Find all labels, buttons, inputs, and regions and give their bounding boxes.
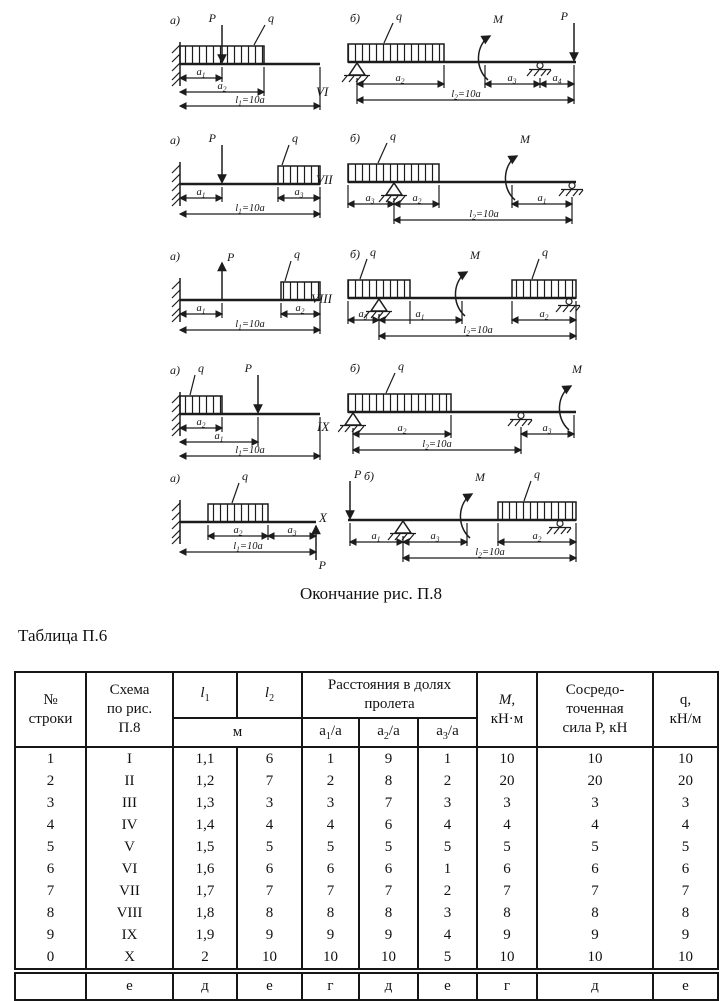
table-row — [15, 880, 718, 902]
table-cell: 7 — [302, 880, 359, 902]
svg-text:a1: $a_1$ — [415, 309, 425, 322]
load-leader — [360, 259, 367, 279]
table-cell: 4 — [15, 814, 86, 836]
table-cell: 20 — [653, 770, 718, 792]
table-cell: 3 — [477, 792, 537, 814]
table-row — [15, 770, 718, 792]
dimension-line-span — [379, 325, 576, 338]
table-cell: 1,2 — [173, 770, 237, 792]
pin-support-icon — [338, 413, 366, 432]
table-cell: 10 — [302, 946, 359, 971]
table-cell: 4 — [418, 924, 477, 946]
table-cell: 7 — [359, 792, 418, 814]
moment-arrow-icon — [478, 12, 504, 80]
table-cell: 10 — [537, 946, 653, 971]
pin-support-icon — [342, 63, 370, 82]
svg-text:a2: $a_2$ — [295, 303, 305, 316]
svg-text:a1: $a_1$ — [196, 303, 206, 316]
table-cell: 5 — [418, 836, 477, 858]
svg-text:a1: $a_1$ — [214, 431, 224, 444]
fixed-wall-icon — [172, 500, 180, 544]
force-label: P — [318, 558, 326, 572]
svg-text:M: M — [493, 12, 503, 26]
dimension-line-span — [180, 541, 316, 554]
table-cell: 5 — [418, 946, 477, 971]
svg-text:a2: $a_2$ — [532, 531, 542, 544]
dimension-line — [180, 81, 264, 94]
table-cell: д — [359, 971, 418, 1000]
svg-text:l2=10a: $l_2=10a$ — [422, 439, 452, 452]
table-cell: III — [86, 792, 173, 814]
roller-support-icon — [547, 521, 571, 535]
beam-diagram-ix-a — [168, 362, 328, 466]
moment-arrow-icon — [455, 248, 481, 316]
table-cell: 9 — [477, 924, 537, 946]
table-cell: 3 — [418, 902, 477, 924]
table-cell: 2 — [15, 770, 86, 792]
svg-text:l1=10a: $l_1=10a$ — [235, 95, 265, 108]
table-cell: 8 — [537, 902, 653, 924]
svg-text:a2: $a_2$ — [217, 81, 227, 94]
panel-label: а) — [170, 363, 180, 377]
table-cell: г — [302, 971, 359, 1000]
distributed-load — [208, 504, 268, 522]
svg-text:a2: $a_2$ — [539, 309, 549, 322]
beam-diagram-x-a — [168, 470, 328, 574]
svg-text:a3: $a_3$ — [542, 423, 552, 436]
table-cell: 7 — [237, 770, 302, 792]
table-cell: 1,8 — [173, 902, 237, 924]
dimension-line-span — [180, 445, 320, 458]
table-cell: 1,7 — [173, 880, 237, 902]
col-subheader-a3: $a_3/a$ — [418, 718, 477, 747]
table-cell: X — [86, 946, 173, 971]
table-cell: 1,5 — [173, 836, 237, 858]
panel-label: б) — [350, 361, 361, 375]
table-row — [15, 814, 718, 836]
load-label: q — [542, 246, 548, 259]
svg-text:a2: $a_2$ — [412, 193, 422, 206]
dimension-line-span — [357, 89, 574, 102]
table-cell: 1,6 — [173, 858, 237, 880]
table-cell: 10 — [359, 946, 418, 971]
col-header-l1: $l_1$ — [173, 672, 237, 718]
table-cell: 5 — [302, 836, 359, 858]
pin-support-icon — [379, 183, 407, 202]
table-cell: 1 — [302, 747, 359, 770]
table-row — [15, 858, 718, 880]
panel-label: а) — [170, 471, 180, 485]
load-leader — [524, 481, 531, 501]
svg-text:a3: $a_3$ — [430, 531, 440, 544]
table-row — [15, 902, 718, 924]
load-leader — [378, 143, 387, 163]
distributed-load — [498, 502, 576, 520]
table-cell: 3 — [653, 792, 718, 814]
load-leader — [254, 25, 265, 45]
svg-text:a3: $a_3$ — [365, 193, 375, 206]
table-letters-row — [15, 971, 718, 1000]
table-cell: 2 — [173, 946, 237, 971]
svg-text:l1=10a: $l_1=10a$ — [235, 445, 265, 458]
roller-support-icon — [527, 63, 551, 77]
table-cell: 3 — [302, 792, 359, 814]
load-label: q — [396, 10, 402, 23]
table-cell: 4 — [302, 814, 359, 836]
table-body — [15, 747, 718, 971]
table-cell: 20 — [537, 770, 653, 792]
table-cell: 5 — [537, 836, 653, 858]
svg-text:a1: $a_1$ — [537, 193, 547, 206]
table-cell: 6 — [15, 858, 86, 880]
table-cell: 4 — [418, 814, 477, 836]
load-leader — [232, 483, 239, 503]
table-row — [15, 924, 718, 946]
table-cell: 10 — [653, 946, 718, 971]
fixed-wall-icon — [172, 162, 180, 206]
panel-label: б) — [350, 11, 361, 25]
col-header-l2: $l_2$ — [237, 672, 302, 718]
load-leader — [386, 373, 395, 393]
table-cell: VI — [86, 858, 173, 880]
svg-text:a1: $a_1$ — [371, 531, 381, 544]
svg-text:a3: $a_3$ — [294, 187, 304, 200]
load-label: q — [268, 12, 274, 25]
table-cell: 3 — [537, 792, 653, 814]
force-label: P — [244, 362, 252, 375]
table-cell: 2 — [418, 880, 477, 902]
table-cell: 1,4 — [173, 814, 237, 836]
table-cell: IX — [86, 924, 173, 946]
table-cell: 6 — [653, 858, 718, 880]
roller-support-icon — [559, 183, 583, 197]
table-cell: 10 — [237, 946, 302, 971]
col-subheader-a2: $a_2/a$ — [359, 718, 418, 747]
force-label: P — [560, 10, 568, 23]
scheme-numeral-viii: VIII — [311, 291, 332, 306]
distributed-load — [348, 44, 444, 62]
table-cell: 6 — [237, 858, 302, 880]
table-row — [15, 971, 718, 1000]
svg-text:M: M — [520, 132, 530, 146]
table-cell: 1,3 — [173, 792, 237, 814]
dimension-line — [180, 417, 222, 430]
table-cell: 3 — [237, 792, 302, 814]
dimension-line — [521, 423, 574, 436]
table-cell: 5 — [15, 836, 86, 858]
dimension-line — [540, 73, 574, 86]
distributed-load — [278, 166, 320, 184]
table-cell: е — [418, 971, 477, 1000]
panel-label: б) — [350, 247, 361, 261]
table-cell: 3 — [15, 792, 86, 814]
svg-text:l2=10a: $l_2=10a$ — [469, 209, 499, 222]
table-cell: 4 — [237, 814, 302, 836]
table-cell: 9 — [537, 924, 653, 946]
panel-label: а) — [170, 13, 180, 27]
svg-text:a2: $a_2$ — [196, 417, 206, 430]
table-cell: 10 — [537, 747, 653, 770]
svg-text:a4: $a_4$ — [552, 73, 562, 86]
table-cell: 9 — [359, 924, 418, 946]
beam-diagram-vii-b — [338, 130, 586, 230]
table-cell: д — [173, 971, 237, 1000]
table-cell: 7 — [653, 880, 718, 902]
table-cell: 0 — [15, 946, 86, 971]
svg-text:M: M — [470, 248, 480, 262]
force-label: P — [227, 250, 235, 264]
table-cell: 8 — [477, 902, 537, 924]
table-cell: 6 — [537, 858, 653, 880]
dimension-line-span — [403, 547, 576, 560]
table-cell: 20 — [477, 770, 537, 792]
table-cell: г — [477, 971, 537, 1000]
table-cell: 7 — [477, 880, 537, 902]
dimension-line — [403, 531, 467, 544]
load-label: q — [292, 132, 298, 145]
svg-text:l2=10a: $l_2=10a$ — [451, 89, 481, 102]
dimension-line — [208, 525, 268, 538]
dimension-line — [180, 431, 258, 444]
table-cell: 6 — [359, 814, 418, 836]
svg-text:l1=10a: $l_1=10a$ — [233, 541, 263, 554]
table-cell: 8 — [15, 902, 86, 924]
table-title: Таблица П.6 — [18, 626, 108, 645]
svg-text:a2: $a_2$ — [233, 525, 243, 538]
table-cell: 4 — [477, 814, 537, 836]
table-cell: 10 — [477, 747, 537, 770]
fixed-wall-icon — [172, 42, 180, 86]
table-cell — [15, 971, 86, 1000]
table-cell: е — [237, 971, 302, 1000]
figure-caption: Окончание рис. П.8 — [299, 584, 443, 603]
dimension-line-span — [353, 439, 521, 452]
table-row — [15, 946, 718, 971]
pin-support-icon — [364, 299, 392, 318]
dimension-line-span — [180, 203, 320, 216]
table-row — [15, 747, 718, 770]
col-header-moment: M, кН·м — [477, 672, 537, 747]
svg-text:a1: $a_1$ — [196, 187, 206, 200]
load-leader — [532, 259, 539, 279]
roller-support-icon — [508, 413, 532, 427]
table-cell: 2 — [418, 770, 477, 792]
distributed-load — [512, 280, 576, 298]
beam-diagram-viii-b — [338, 246, 586, 346]
beam-diagram-vi-b — [338, 10, 586, 110]
dimension-line — [512, 193, 572, 206]
dimension-line — [353, 423, 451, 436]
distributed-load — [348, 164, 439, 182]
svg-text:a3: $a_3$ — [358, 309, 368, 322]
dimension-line — [180, 67, 222, 80]
dimension-line — [498, 531, 576, 544]
col-header-row-number: № строки — [15, 672, 86, 747]
svg-text:M: M — [572, 362, 582, 376]
beam-diagram-ix-b — [338, 360, 586, 460]
table-cell: V — [86, 836, 173, 858]
dimension-line — [485, 73, 540, 86]
load-label: q — [198, 362, 204, 375]
moment-arrow-icon — [460, 470, 486, 538]
fixed-wall-icon — [172, 392, 180, 436]
table-cell: 1 — [418, 858, 477, 880]
svg-text:l2=10a: $l_2=10a$ — [475, 547, 505, 560]
beam-diagram-vii-a — [168, 132, 328, 236]
table-cell: IV — [86, 814, 173, 836]
svg-text:l1=10a: $l_1=10a$ — [235, 203, 265, 216]
table-cell: 6 — [237, 747, 302, 770]
load-label: q — [398, 360, 404, 373]
beam-diagram-x-b — [338, 468, 586, 568]
dimension-line-span — [394, 209, 572, 222]
col-subheader-a1: $a_1/a$ — [302, 718, 359, 747]
table-row — [15, 836, 718, 858]
beam-diagram-vi-a — [168, 12, 328, 116]
panel-label: а) — [170, 133, 180, 147]
load-label: q — [242, 470, 248, 483]
table-cell: 8 — [359, 770, 418, 792]
col-header-distances: Расстояния в долях пролета — [302, 672, 477, 718]
table-cell: 4 — [537, 814, 653, 836]
svg-text:a3: $a_3$ — [287, 525, 297, 538]
panel-label: а) — [170, 249, 180, 263]
table-cell: д — [537, 971, 653, 1000]
force-label: P — [354, 468, 362, 481]
scheme-numeral-vi: VI — [316, 84, 329, 99]
table-cell: е — [653, 971, 718, 1000]
table-cell: 9 — [302, 924, 359, 946]
table-cell: 10 — [477, 946, 537, 971]
table-cell: е — [86, 971, 173, 1000]
table-cell: 7 — [15, 880, 86, 902]
distributed-load — [348, 394, 451, 412]
svg-text:l2=10a: $l_2=10a$ — [463, 325, 493, 338]
load-label: q — [294, 248, 300, 261]
scheme-numeral-ix: IX — [317, 419, 330, 434]
load-label: q — [534, 468, 540, 481]
svg-text:l1=10a: $l_1=10a$ — [235, 319, 265, 332]
beam-diagram-viii-a — [168, 248, 328, 352]
table-cell: 10 — [653, 747, 718, 770]
distributed-load — [180, 396, 222, 414]
table-cell: I — [86, 747, 173, 770]
table-cell: 5 — [653, 836, 718, 858]
table-cell: 1,1 — [173, 747, 237, 770]
load-leader — [282, 145, 289, 165]
table-cell: 7 — [537, 880, 653, 902]
scheme-numeral-x: X — [319, 510, 327, 525]
table-cell: II — [86, 770, 173, 792]
force-label: P — [208, 12, 216, 25]
col-subheader-meters: м — [173, 718, 302, 747]
table-cell: 9 — [237, 924, 302, 946]
table-cell: 8 — [237, 902, 302, 924]
table-cell: 1,9 — [173, 924, 237, 946]
table-cell: 5 — [359, 836, 418, 858]
table-cell: 1 — [418, 747, 477, 770]
dimension-line — [512, 309, 576, 322]
table-row — [15, 792, 718, 814]
table-cell: 5 — [237, 836, 302, 858]
table-cell: 2 — [302, 770, 359, 792]
load-leader — [285, 261, 291, 281]
table-cell: 6 — [359, 858, 418, 880]
pin-support-icon — [388, 521, 416, 540]
table-cell: 8 — [653, 902, 718, 924]
table-cell: 6 — [302, 858, 359, 880]
fixed-wall-icon — [172, 278, 180, 322]
table-cell: 4 — [653, 814, 718, 836]
col-header-force: Сосредо- точенная сила P, кН — [537, 672, 653, 747]
panel-label: б) — [350, 131, 361, 145]
table-cell: VIII — [86, 902, 173, 924]
table-cell: 6 — [477, 858, 537, 880]
svg-text:M: M — [475, 470, 485, 484]
table-cell: 9 — [653, 924, 718, 946]
table-cell: 3 — [418, 792, 477, 814]
scheme-numeral-vii: VII — [316, 172, 333, 187]
distributed-load — [348, 280, 410, 298]
svg-text:a3: $a_3$ — [507, 73, 517, 86]
dimension-line — [278, 187, 320, 200]
dimension-line — [180, 187, 222, 200]
svg-text:a1: $a_1$ — [196, 67, 206, 80]
dimension-line — [357, 73, 444, 86]
moment-arrow-icon — [559, 362, 583, 430]
table-cell: 9 — [359, 747, 418, 770]
table-cell: 7 — [359, 880, 418, 902]
table-cell: 7 — [237, 880, 302, 902]
moment-arrow-icon — [505, 132, 531, 200]
dimension-line-span — [180, 319, 320, 332]
svg-text:a2: $a_2$ — [395, 73, 405, 86]
table-cell: 9 — [15, 924, 86, 946]
col-header-q: q, кН/м — [653, 672, 718, 747]
panel-label: б) — [364, 469, 375, 483]
table-cell: 8 — [302, 902, 359, 924]
table-cell: VII — [86, 880, 173, 902]
table-cell: 8 — [359, 902, 418, 924]
load-leader — [190, 375, 195, 395]
dimension-line-span — [180, 95, 320, 108]
load-label: q — [390, 130, 396, 143]
data-table — [14, 671, 719, 1001]
dimension-line — [180, 303, 222, 316]
load-leader — [384, 23, 393, 43]
table-cell: 5 — [477, 836, 537, 858]
force-label: P — [208, 132, 216, 145]
svg-text:a2: $a_2$ — [397, 423, 407, 436]
load-label: q — [370, 246, 376, 259]
table-cell: 1 — [15, 747, 86, 770]
col-header-scheme: Схема по рис. П.8 — [86, 672, 173, 747]
dimension-line — [268, 525, 316, 538]
dimension-line — [379, 309, 462, 322]
